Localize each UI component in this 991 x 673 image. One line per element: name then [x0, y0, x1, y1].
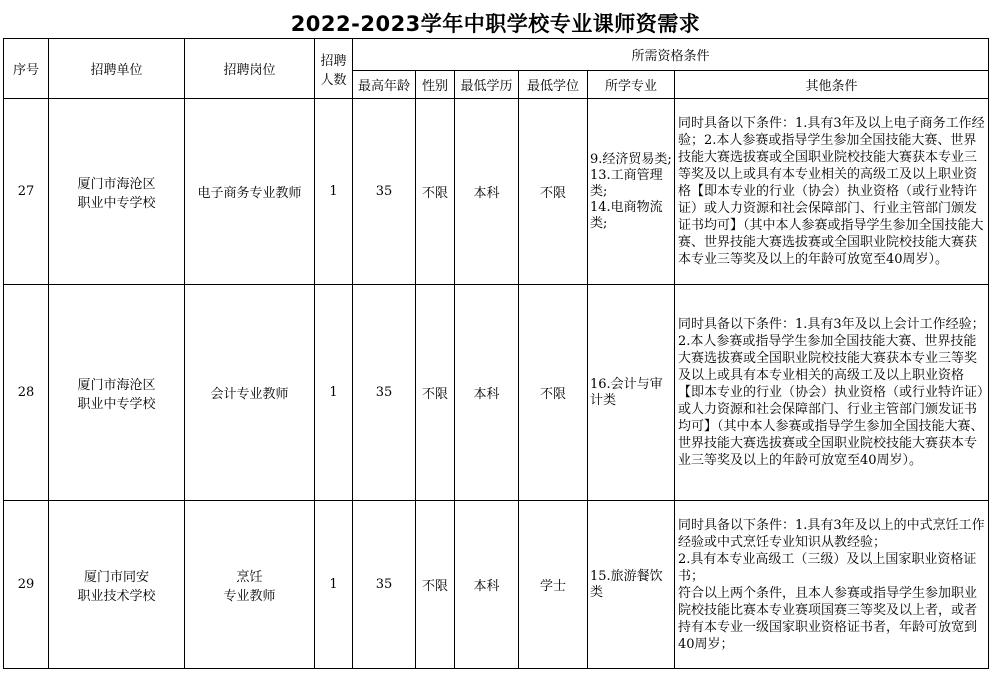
cell-unit: 厦门市同安 职业技术学校	[49, 501, 185, 669]
requirements-table	[3, 38, 989, 669]
table-row	[4, 99, 989, 285]
header-max-age: 最高年龄	[353, 71, 416, 99]
cell-count: 1	[315, 99, 353, 285]
cell-max-age: 35	[353, 99, 416, 285]
header-gender: 性别	[416, 71, 455, 99]
header-major: 所学专业	[588, 71, 675, 99]
cell-position: 会计专业教师	[185, 285, 315, 501]
cell-max-age: 35	[353, 285, 416, 501]
cell-unit: 厦门市海沧区 职业中专学校	[49, 99, 185, 285]
header-row-1	[4, 39, 989, 71]
cell-seq: 28	[4, 285, 49, 501]
cell-count: 1	[315, 285, 353, 501]
cell-min-education: 本科	[455, 285, 519, 501]
cell-position: 电子商务专业教师	[185, 99, 315, 285]
header-position: 招聘岗位	[185, 39, 315, 99]
cell-other: 同时具备以下条件：1.具有3年及以上的中式烹饪工作经验或中式烹饪专业知识从教经验； 2.具有本专业高级工（三级）及以上国家职业资格证书； 符合以上两个条件，且本人参赛或指导学生参加职业院校技能比赛本专业赛项国赛三等奖及以上者，或者持有本专业一级国家职业资格证书者，年龄可放宽到40周岁；	[675, 501, 989, 669]
cell-major: 9.经济贸易类; 13.工商管理类; 14.电商物流类;	[588, 99, 675, 285]
cell-min-degree: 学士	[519, 501, 588, 669]
header-other: 其他条件	[675, 71, 989, 99]
cell-seq: 29	[4, 501, 49, 669]
cell-min-degree: 不限	[519, 285, 588, 501]
header-min-education: 最低学历	[455, 71, 519, 99]
cell-min-degree: 不限	[519, 99, 588, 285]
cell-seq: 27	[4, 99, 49, 285]
table-row	[4, 501, 989, 669]
header-unit: 招聘单位	[49, 39, 185, 99]
cell-position: 烹饪 专业教师	[185, 501, 315, 669]
cell-gender: 不限	[416, 501, 455, 669]
table-row	[4, 285, 989, 501]
cell-gender: 不限	[416, 285, 455, 501]
cell-min-education: 本科	[455, 99, 519, 285]
page-title: 2022-2023学年中职学校专业课师资需求	[290, 12, 701, 36]
cell-major: 16.会计与审计类	[588, 285, 675, 501]
cell-unit: 厦门市海沧区 职业中专学校	[49, 285, 185, 501]
header-count: 招聘 人数	[315, 39, 353, 99]
cell-max-age: 35	[353, 501, 416, 669]
header-min-degree: 最低学位	[519, 71, 588, 99]
header-qualifications: 所需资格条件	[353, 39, 989, 71]
cell-gender: 不限	[416, 99, 455, 285]
cell-other: 同时具备以下条件：1.具有3年及以上电子商务工作经验；2.本人参赛或指导学生参加全国技能大赛、世界技能大赛选拔赛或全国职业院校技能大赛获本专业三等奖及以上或具有本专业相关的高级工及以上职业资格【即本专业的行业（协会）执业资格（或行业特许证）或人力资源和社会保障部门、行业主管部门颁发证书均可】（其中本人参赛或指导学生参加全国技能大赛、世界技能大赛选拔赛或全国职业院校技能大赛获本专业三等奖及以上的年龄可放宽至40周岁）。	[675, 99, 989, 285]
cell-other: 同时具备以下条件：1.具有3年及以上会计工作经验；2.本人参赛或指导学生参加全国技能大赛、世界技能大赛选拔赛或全国职业院校技能大赛获本专业三等奖及以上或具有本专业相关的高级工及以上职业资格【即本专业的行业（协会）执业资格（或行业特许证）或人力资源和社会保障部门、行业主管部门颁发证书均可】（其中本人参赛或指导学生参加全国技能大赛、世界技能大赛选拔赛或全国职业院校技能大赛获本专业三等奖及以上的年龄可放宽至40周岁）。	[675, 285, 989, 501]
cell-count: 1	[315, 501, 353, 669]
header-seq: 序号	[4, 39, 49, 99]
cell-major: 15.旅游餐饮类	[588, 501, 675, 669]
cell-min-education: 本科	[455, 501, 519, 669]
